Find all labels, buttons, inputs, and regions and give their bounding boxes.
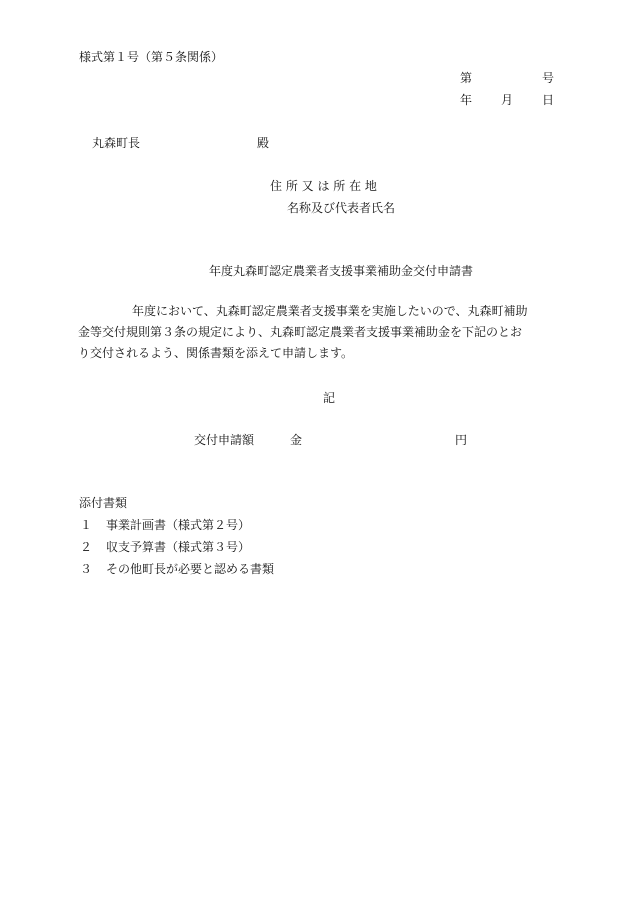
attachment-item	[80, 540, 250, 554]
attachment-number: ３	[80, 562, 93, 576]
attachment-item	[80, 518, 250, 532]
body-line-2: 金等交付規則第３条の規定により、丸森町認定農業者支援事業補助金を下記のとお	[78, 325, 523, 339]
applicant-name-label: 名称及び代表者氏名	[287, 201, 396, 215]
attachment-number: １	[80, 518, 93, 532]
amount-prefix: 金	[290, 433, 303, 447]
date-year: 年	[460, 93, 473, 107]
date-month: 月	[501, 93, 514, 107]
attachment-text: 収支予算書（様式第３号）	[106, 540, 251, 554]
number-label: 第	[460, 71, 473, 85]
form-label: 様式第１号（第５条関係）	[79, 50, 224, 64]
amount-unit: 円	[455, 433, 468, 447]
date-day: 日	[542, 93, 555, 107]
attachment-item	[80, 562, 274, 576]
attachments-heading: 添付書類	[79, 496, 128, 510]
number-suffix: 号	[542, 71, 555, 85]
applicant-address-label: 住 所 又 は 所 在 地	[270, 179, 377, 193]
attachment-number: ２	[80, 540, 93, 554]
attachment-text: 事業計画書（様式第２号）	[106, 518, 251, 532]
addressee-honorific: 殿	[257, 136, 270, 150]
attachment-text: その他町長が必要と認める書類	[106, 562, 275, 576]
body-line-3: り交付されるよう、関係書類を添えて申請します。	[78, 346, 354, 360]
ki-heading: 記	[323, 391, 336, 405]
document-title: 年度丸森町認定農業者支援事業補助金交付申請書	[209, 264, 474, 278]
body-paragraph	[78, 301, 588, 364]
body-line-1: 年度において、丸森町認定農業者支援事業を実施したいので、丸森町補助	[132, 304, 528, 318]
addressee-name: 丸森町長	[92, 136, 141, 150]
amount-label: 交付申請額	[194, 433, 255, 447]
